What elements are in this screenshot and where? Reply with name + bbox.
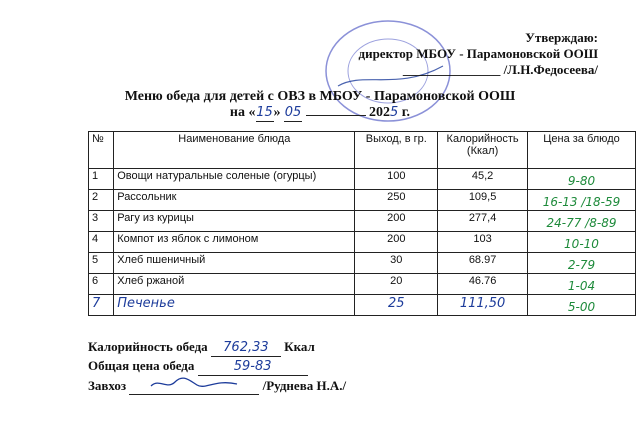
cell-num: 4: [89, 232, 114, 253]
cell-output: 20: [355, 274, 438, 295]
cell-price: 2-79: [527, 253, 635, 274]
cell-price: 5-00: [527, 295, 635, 316]
cell-name: Печенье: [114, 295, 355, 316]
zavhoz-name: /Руднева Н.А./: [262, 378, 347, 393]
cell-num: 1: [89, 169, 114, 190]
kcal-label: Калорийность обеда: [88, 339, 208, 354]
table-row: [89, 232, 636, 253]
cell-kcal: 103: [438, 232, 528, 253]
table-row: [89, 274, 636, 295]
cell-output: 30: [355, 253, 438, 274]
cell-name: Овощи натуральные соленые (огурцы): [114, 169, 355, 190]
cell-output: 100: [355, 169, 438, 190]
header-name: Наименование блюда: [114, 132, 355, 169]
price-value: 59-83: [198, 358, 308, 376]
cell-output: 250: [355, 190, 438, 211]
zavhoz-label: Завхоз: [88, 378, 127, 393]
date-prefix: на «: [229, 105, 256, 120]
date-sep: »: [273, 105, 281, 120]
cell-output: 200: [355, 232, 438, 253]
cell-price: 9-80: [527, 169, 635, 190]
header-output: Выход, в гр.: [355, 132, 438, 169]
header-num: №: [89, 132, 114, 169]
cell-num: 5: [89, 253, 114, 274]
cell-kcal: 68.97: [438, 253, 528, 274]
approval-title: Утверждаю:: [525, 30, 598, 45]
date-day: 15: [256, 105, 273, 120]
price-label: Общая цена обеда: [88, 358, 195, 373]
date-year-end: г.: [398, 105, 411, 120]
table-row: [89, 295, 636, 316]
cell-output: 200: [355, 211, 438, 232]
cell-num: 7: [89, 295, 114, 316]
approval-block: [359, 30, 598, 78]
cell-num: 2: [89, 190, 114, 211]
table-header-row: [89, 132, 636, 169]
cell-name: Хлеб пшеничный: [114, 253, 355, 274]
cell-price: 24-77 /8-89: [527, 211, 635, 232]
table-row: [89, 253, 636, 274]
menu-table: [88, 131, 636, 316]
title-line: Меню обеда для детей с ОВЗ в МБОУ - Парамоновской ООШ: [124, 89, 516, 104]
header-price: Цена за блюдо: [527, 132, 635, 169]
cell-name: Рагу из курицы: [114, 211, 355, 232]
kcal-value: 762,33: [211, 339, 281, 357]
title-date: [0, 105, 640, 122]
footer-block: [88, 338, 346, 395]
cell-name: Компот из яблок с лимоном: [114, 232, 355, 253]
cell-num: 6: [89, 274, 114, 295]
cell-price: 16-13 /18-59: [527, 190, 635, 211]
cell-kcal: 46.76: [438, 274, 528, 295]
date-year-suffix: 5: [390, 105, 399, 120]
cell-output: 25: [355, 295, 438, 316]
table-row: [89, 169, 636, 190]
footer-zavhoz: [88, 376, 346, 395]
header-kcal: Калорийность (Ккал): [438, 132, 528, 169]
cell-kcal: 111,50: [438, 295, 528, 316]
cell-name: Хлеб ржаной: [114, 274, 355, 295]
approval-signature-line: _______________ /Л.Н.Федосеева/: [402, 62, 598, 77]
kcal-unit: Ккал: [284, 339, 315, 354]
cell-kcal: 45,2: [438, 169, 528, 190]
cell-name: Рассольник: [114, 190, 355, 211]
cell-num: 3: [89, 211, 114, 232]
cell-kcal: 277,4: [438, 211, 528, 232]
cell-kcal: 109,5: [438, 190, 528, 211]
table-row: [89, 211, 636, 232]
document-title: [0, 89, 640, 122]
date-month: 05: [284, 105, 302, 120]
cell-price: 10-10: [527, 232, 635, 253]
footer-price: [88, 357, 346, 376]
zavhoz-signature: [129, 376, 259, 395]
table-row: [89, 190, 636, 211]
cell-price: 1-04: [527, 274, 635, 295]
footer-kcal: [88, 338, 346, 357]
approval-position: директор МБОУ - Парамоновской ООШ: [358, 46, 598, 61]
date-year-prefix: 202: [369, 105, 390, 120]
